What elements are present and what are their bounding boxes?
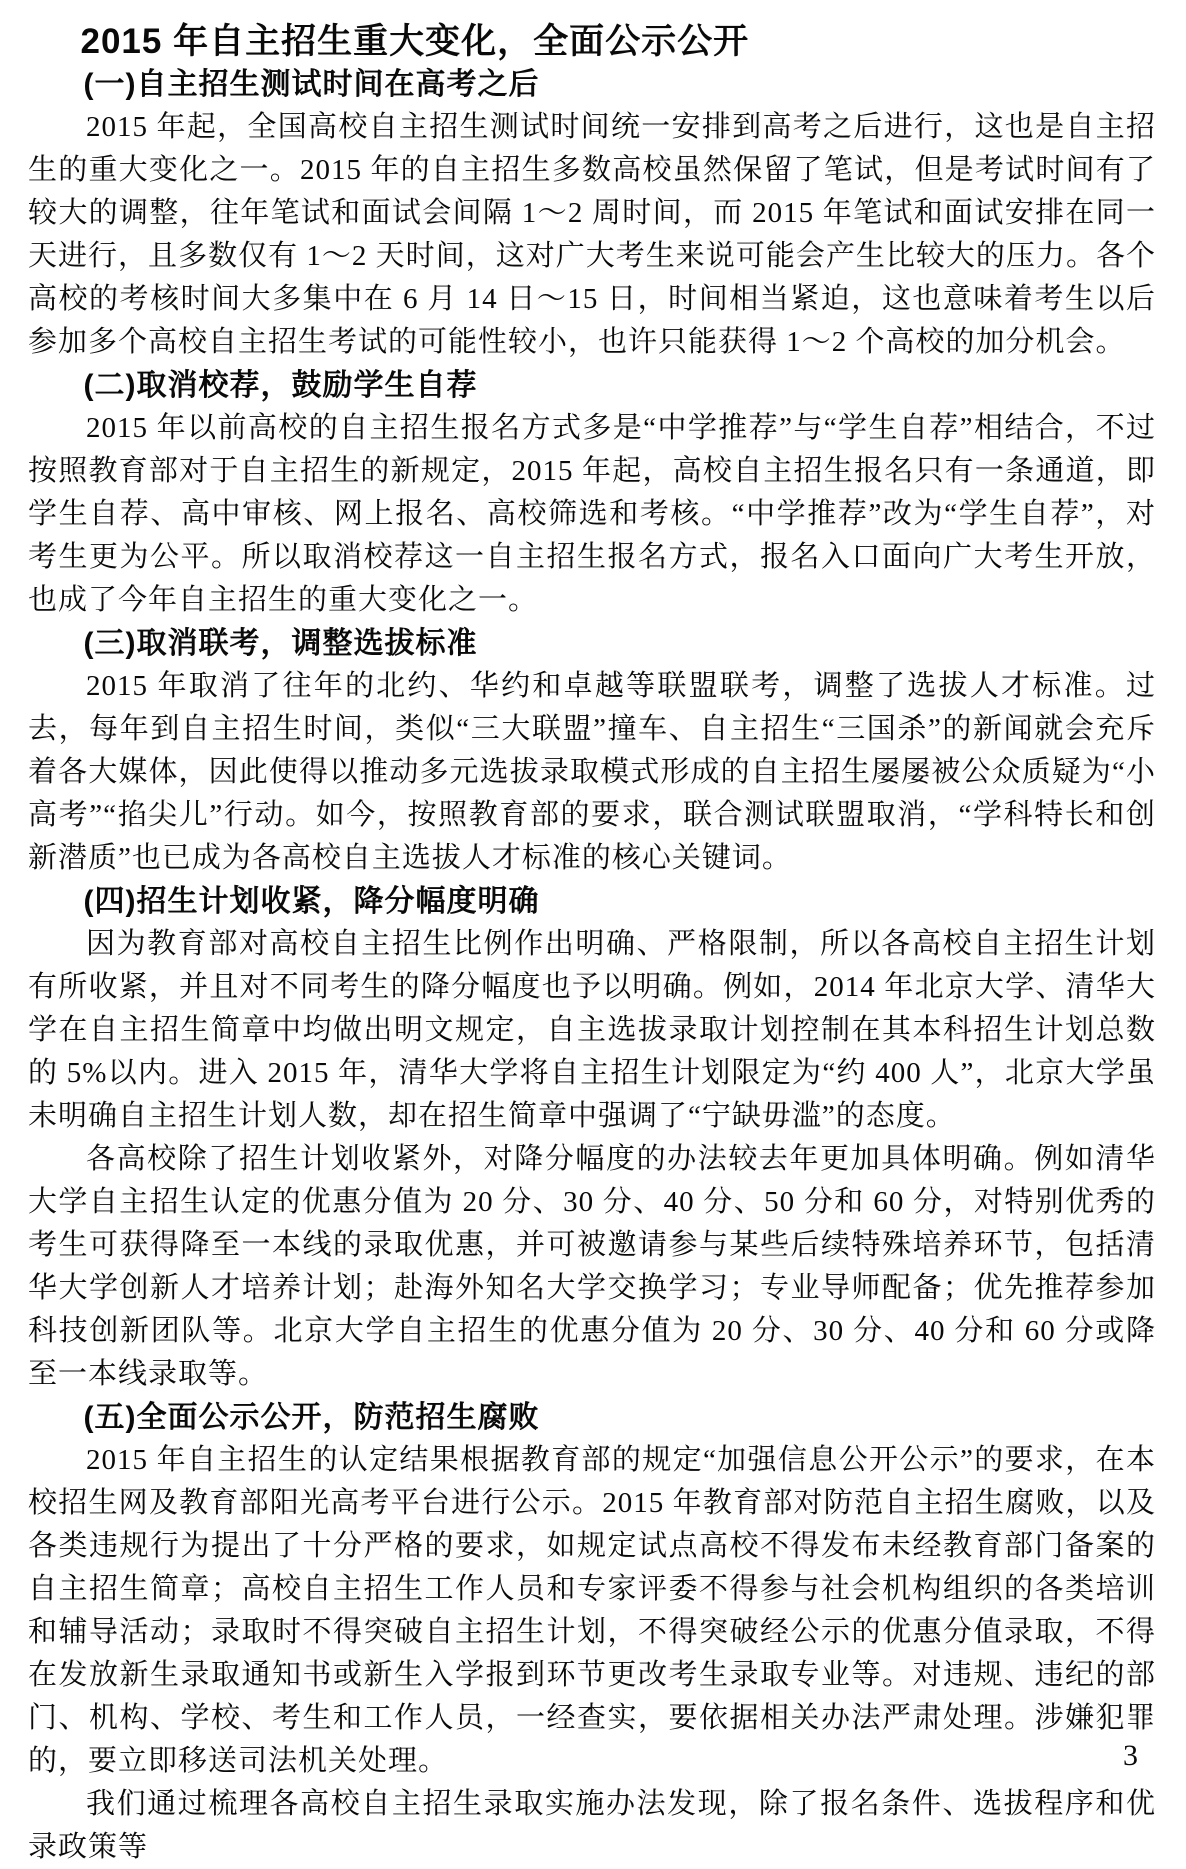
section-4-paragraph-1: 因为教育部对高校自主招生比例作出明确、严格限制，所以各高校自主招生计划有所收紧，并且对不同考生的降分幅度也予以明确。例如，2014 年北京大学、清华大学在自主招生简章中均做出明文规定，自主选拔录取计划控制在其本科招生计划总数的 5%以内。进入 2015 年，清华大学将自主招生计划限定为“约 400 人”，北京大学虽未明确自主招生计划人数，却在招生简章中强调了“宁缺毋滥”的态度。 — [28, 928, 1156, 1132]
section-1-paragraph-1: 2015 年起，全国高校自主招生测试时间统一安排到高考之后进行，这也是自主招生的重大变化之一。2015 年的自主招生多数高校虽然保留了笔试，但是考试时间有了较大的调整，往年笔试和面试会间隔 1～2 周时间，而 2015 年笔试和面试安排在同一天进行，且多数仅有 1～2 天时间，这对广大考生来说可能会产生比较大的压力。各个高校的考核时间大多集中在 6 月 14 日～15 日，时间相当紧迫，这也意味着考生以后参加多个高校自主招生考试的可能性较小，也许只能获得 1～2 个高校的加分机会。 — [28, 111, 1156, 358]
section-heading-3: (三)取消联考，调整选拔标准 — [83, 627, 478, 660]
section-heading-5: (五)全面公示公开，防范招生腐败 — [83, 1401, 540, 1434]
section-5-paragraph-2: 我们通过梳理各高校自主招生录取实施办法发现，除了报名条件、选拔程序和优录政策等 — [28, 1788, 1156, 1863]
section-2-paragraph-1: 2015 年以前高校的自主招生报名方式多是“中学推荐”与“学生自荐”相结合，不过按照教育部对于自主招生的新规定，2015 年起，高校自主招生报名只有一条通道，即学生自荐、高中审核、网上报名、高校筛选和考核。“中学推荐”改为“学生自荐”，对考生更为公平。所以取消校荐这一自主招生报名方式，报名入口面向广大考生开放，也成了今年自主招生的重大变化之一。 — [28, 412, 1156, 616]
section-heading-4: (四)招生计划收紧，降分幅度明确 — [83, 885, 540, 918]
article-body — [28, 20, 1156, 1869]
section-3-paragraph-1: 2015 年取消了往年的北约、华约和卓越等联盟联考，调整了选拔人才标准。过去，每年到自主招生时间，类似“三大联盟”撞车、自主招生“三国杀”的新闻就会充斥着各大媒体，因此使得以推动多元选拔录取模式形成的自主招生屡屡被公众质疑为“小高考”“掐尖儿”行动。如今，按照教育部的要求，联合测试联盟取消，“学科特长和创新潜质”也已成为各高校自主选拔人才标准的核心关键词。 — [28, 670, 1156, 874]
section-heading-2: (二)取消校荐，鼓励学生自荐 — [83, 369, 478, 402]
section-4-paragraph-2: 各高校除了招生计划收紧外，对降分幅度的办法较去年更加具体明确。例如清华大学自主招生认定的优惠分值为 20 分、30 分、40 分、50 分和 60 分，对特别优秀的考生可获得降至一本线的录取优惠，并可被邀请参与某些后续特殊培养环节，包括清华大学创新人才培养计划；赴海外知名大学交换学习；专业导师配备；优先推荐参加科技创新团队等。北京大学自主招生的优惠分值为 20 分、30 分、40 分和 60 分或降至一本线录取等。 — [28, 1143, 1156, 1390]
section-5-paragraph-1: 2015 年自主招生的认定结果根据教育部的规定“加强信息公开公示”的要求，在本校招生网及教育部阳光高考平台进行公示。2015 年教育部对防范自主招生腐败，以及各类违规行为提出了十分严格的要求，如规定试点高校不得发布未经教育部门备案的自主招生简章；高校自主招生工作人员和专家评委不得参与社会机构组织的各类培训和辅导活动；录取时不得突破自主招生计划，不得突破经公示的优惠分值录取，不得在发放新生录取通知书或新生入学报到环节更改考生录取专业等。对违规、违纪的部门、机构、学校、考生和工作人员，一经查实，要依据相关办法严肃处理。涉嫌犯罪的，要立即移送司法机关处理。 — [28, 1444, 1156, 1777]
article-title: 2015 年自主招生重大变化，全面公示公开 — [80, 22, 750, 61]
section-heading-1: (一)自主招生测试时间在高考之后 — [83, 68, 540, 101]
page-number: 3 — [1123, 1739, 1138, 1772]
